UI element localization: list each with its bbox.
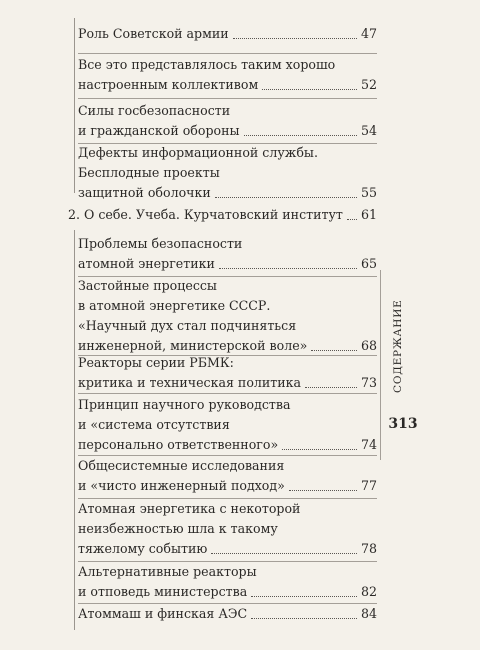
toc-entry[interactable] [78, 395, 377, 455]
toc-entry-title: и гражданской обороны [78, 123, 240, 138]
toc-entry[interactable] [78, 234, 377, 274]
dot-leader [347, 205, 357, 220]
dot-leader [282, 435, 357, 450]
toc-chapter[interactable] [68, 205, 377, 225]
toc-entry[interactable] [78, 143, 377, 203]
toc-entry-page: 73 [360, 375, 377, 390]
toc-entry-title: Роль Советской армии [78, 26, 229, 41]
toc-entry-page: 82 [360, 584, 377, 599]
toc-entry-page: 68 [360, 338, 377, 353]
dot-leader [215, 183, 357, 198]
margin-rule [380, 270, 381, 460]
toc-entry-title: Дефекты информационной службы. [78, 145, 318, 160]
toc-entry-title: неизбежностью шла к такому [78, 521, 278, 536]
section-running-head: СОДЕРЖАНИЕ [392, 299, 404, 393]
toc-entry-page: 54 [360, 123, 377, 138]
toc-entry-page: 52 [360, 77, 377, 92]
toc-entry-title: Альтернативные реакторы [78, 564, 257, 579]
toc-entry[interactable] [78, 101, 377, 141]
toc-entry-title: и «система отсутствия [78, 417, 230, 432]
toc-entry[interactable] [78, 499, 377, 559]
toc-entry-page: 78 [360, 541, 377, 556]
toc-entry[interactable] [78, 24, 377, 44]
dot-leader [244, 121, 357, 136]
dot-leader [219, 254, 357, 269]
toc-entry-page: 47 [360, 26, 377, 41]
toc-entry[interactable] [78, 55, 377, 95]
entry-divider [78, 393, 377, 394]
toc-entry-page: 74 [360, 437, 377, 452]
toc-entry-title: Застойные процессы [78, 278, 217, 293]
toc-entry-title: тяжелому событию [78, 541, 208, 556]
dot-leader [251, 582, 357, 597]
entry-divider [78, 53, 377, 54]
toc-entry-title: Силы госбезопасности [78, 103, 231, 118]
dot-leader [289, 476, 357, 491]
entry-divider [78, 98, 377, 99]
toc-entry-title: Реакторы серии РБМК: [78, 355, 234, 370]
toc-entry[interactable] [78, 562, 377, 602]
toc-entry-title: Атоммаш и финская АЭС [78, 606, 248, 621]
toc-entry-title: критика и техническая политика [78, 375, 302, 390]
section-rule [74, 18, 75, 193]
toc-entry-title: Атомная энергетика с некоторой [78, 501, 301, 516]
toc-entry-page: 61 [360, 207, 377, 222]
toc-entry[interactable] [78, 353, 377, 393]
toc-entry[interactable] [78, 604, 377, 624]
toc-entry-title: Проблемы безопасности [78, 236, 243, 251]
dot-leader [305, 373, 357, 388]
toc-entry-title: и «чисто инженерный подход» [78, 478, 285, 493]
toc-entry-page: 84 [360, 606, 377, 621]
toc-entry-title: атомной энергетики [78, 256, 215, 271]
toc-entry-page: 65 [360, 256, 377, 271]
toc-entry[interactable] [78, 276, 377, 356]
toc-entry-title: «Научный дух стал подчиняться [78, 318, 297, 333]
toc-entry-title: Все это представлялось таким хорошо [78, 57, 336, 72]
dot-leader [262, 75, 357, 90]
toc-entry-title: Общесистемные исследования [78, 458, 285, 473]
page-number: 313 [388, 416, 418, 432]
dot-leader [211, 539, 357, 554]
toc-entry-title: и отповедь министерства [78, 584, 248, 599]
toc-entry-title: настроенным коллективом [78, 77, 259, 92]
toc-entry-page: 55 [360, 185, 377, 200]
section-rule [74, 230, 75, 630]
toc-entry-title: персонально ответственного» [78, 437, 279, 452]
toc-chapter-title: 2. О себе. Учеба. Курчатовский институт [68, 207, 343, 222]
dot-leader [311, 336, 357, 351]
toc-entry-page: 77 [360, 478, 377, 493]
toc-entry-title: Бесплодные проекты [78, 165, 220, 180]
toc-entry-title: Принцип научного руководства [78, 397, 291, 412]
dot-leader [251, 604, 357, 619]
toc-entry[interactable] [78, 456, 377, 496]
dot-leader [233, 24, 357, 39]
toc-entry-title: в атомной энергетике СССР. [78, 298, 271, 313]
toc-entry-title: защитной оболочки [78, 185, 211, 200]
toc-entry-title: инженерной, министерской воле» [78, 338, 308, 353]
